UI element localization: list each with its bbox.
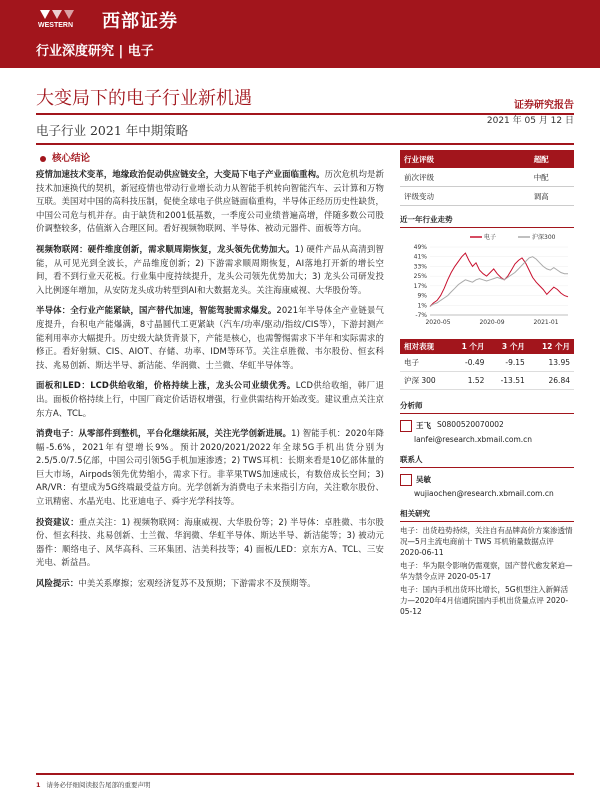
core-paragraph: 风险提示：中美关系摩擦；宏观经济复苏不及预期；下游需求不及预期等。	[36, 578, 316, 589]
title-rule	[36, 113, 574, 115]
core-paragraph: 投资建议：重点关注：1) 视频物联网：海康威视、大华股份等；2) 半导体：卓胜微、韦尔股份、恒玄科技、兆易创新、士兰微、华润微、华虹半导体、斯达半导、新洁能等；3) 被动元器件：顺络电子、风华高科、三环集团、洁美科技等；4) 面板/LED：京东方A、TCL、三安光电、新益昌。	[36, 516, 384, 568]
core-paragraph: 疫情加速技术变革，地缘政治促动供应链安全，大变局下电子产业面临重构。历次危机均是新技术加速换代的契机，新冠疫情也带动行业增长动力从智能手机转向智能汽车、云计算和万物互联。美国对中国的高科技压制，促使全球电子供应链面临重构，半导体正经历历史性缺货，中国公司危与机并存。由于缺货和2001低基数，一季度公司业绩普遍高增，伴随多数公司股价调整较多，估值渐入合理区间。看好视频物联网、半导体、被动元器件、面板等方向。	[36, 169, 384, 234]
y-tick-label: 49%	[413, 244, 427, 251]
contact-heading: 联系人	[400, 455, 423, 464]
series-line-电子	[430, 253, 568, 306]
core-paragraph: 视频物联网：硬件维度创新，需求顺周期恢复，龙头领先优势加大。1) 硬件产品从高清到智能，从可见光到全波长，产品维度创新；2) 下游需求顺周期恢复，AI落地打开新的增长空间，看不到行业天花板。行业集中度持续提升，龙头公司领先优势加大；3) 龙头公司研发投入比例逐年增加，从安防龙头成功转型到AI和大数据龙头。关注海康威视、大华股份等。	[36, 243, 384, 295]
related-link[interactable]: 电子：华为限令影响仍需观察，国产替代愈发紧迫—华为禁令点评 2020-05-17	[400, 561, 573, 581]
related-link[interactable]: 电子：出货趋势持续，关注自有品牌高价方案渗透情况—5月主流电商前十 TWS 耳机销量数据点评 2020-06-11	[400, 526, 573, 557]
table-row: 沪深 300 1.52 -13.51 26.84	[400, 372, 574, 390]
header-bar	[0, 0, 600, 68]
y-tick-label: 9%	[417, 292, 427, 300]
western-logo-icon	[36, 8, 98, 28]
footer: 1 请务必仔细阅读报告尾部的重要声明	[36, 781, 151, 789]
table-row: 电子 -0.49 -9.15 13.95	[400, 354, 574, 372]
contact-1: 吴敏 wujiaochen@research.xbmail.com.cn	[400, 474, 574, 498]
related-heading: 相关研究	[400, 509, 430, 518]
y-tick-label: -7%	[415, 312, 427, 319]
trend-chart	[400, 231, 574, 331]
analyst-photo-icon	[400, 420, 412, 432]
logo-en: WESTERN	[38, 22, 73, 28]
core-conclusions	[36, 150, 384, 598]
divider	[400, 521, 574, 522]
subtitle-rule	[36, 143, 574, 145]
core-paragraph: 消费电子：从零部件到整机，平台化继续拓展，关注光学创新进展。1) 智能手机：2020年降幅-5.6%，2021年有望增长9%。预计2020/2021/2022年全球5G手机出货分别为2.5/5.0/7.5亿部，中国公司引领5G手机加速渗透；2) TWS耳机：长期来看是10亿部体量的巨大市场，Airpods领先优势缩小，需求下行。非苹果TWS加速成长，有数倍成长空间；3) AR/VR：有望成为5G终端最受益方向。光学创新为消费电子未来指引方向，关注歌尔股份、立讯精密、水晶光电、比亚迪电子、舜宇光学科技等。	[36, 428, 384, 507]
report-subtitle: 电子行业 2021 年中期策略	[36, 123, 189, 138]
performance-table: 相对表现 1 个月 3 个月 12 个月 电子 -0.49 -9.15 13.95 沪深 300 1.52 -13.51 26.84	[400, 339, 574, 390]
report-category: 行业深度研究 | 电子	[36, 44, 154, 59]
contact-photo-icon	[400, 474, 412, 486]
divider	[400, 227, 574, 228]
footer-rule	[36, 773, 574, 775]
report-date: 2021 年 05 月 12 日	[486, 116, 574, 126]
related-link[interactable]: 电子：国内手机出货环比增长，5G机型注入新鲜活力—2020年4月信通院国内手机出货量点评 2020-05-12	[400, 585, 569, 616]
bullet-icon	[40, 156, 46, 162]
legend-label: 电子	[484, 234, 497, 241]
report-title: 大变局下的电子行业新机遇	[36, 88, 252, 109]
x-tick-label: 2021-01	[533, 319, 559, 326]
y-tick-label: 41%	[413, 253, 427, 261]
report-type: 证券研究报告	[514, 100, 574, 111]
analyst-email[interactable]: lanfei@research.xbmail.com.cn	[414, 435, 533, 444]
rating-table: 行业评级 超配 前次评级 中配 评级变动 调高	[400, 150, 574, 206]
y-tick-label: 1%	[417, 302, 427, 310]
legend-label: 沪深300	[532, 234, 556, 241]
core-paragraph: 半导体：全行业产能紧缺，国产替代加速，智能驾驶需求爆发。2021年半导体全产业链景气度提升，台积电产能爆满，8寸晶圆代工更紧缺（汽车/功率/驱动/指纹/CIS等），下游封测产能利用率亦大幅提升。历史级大缺货背景下，产能是核心，也需警惕需求下半年和实际需求的修正。看好射频、CIS、AIOT、存储、功率、IDM等环节。关注卓胜微、韦尔股份、恒玄科技、兆易创新、斯达半导、新洁能、华润微、士兰微、华虹半导体等。	[36, 305, 384, 370]
core-heading: 核心结论	[40, 150, 384, 164]
series-line-沪深300	[430, 257, 568, 307]
y-tick-label: 33%	[413, 263, 427, 271]
x-tick-label: 2020-09	[479, 319, 505, 326]
x-tick-label: 2020-05	[425, 319, 451, 326]
y-tick-label: 25%	[413, 273, 427, 281]
analyst-1: 王飞 S0800520070002 lanfei@research.xbmail.com.cn	[400, 420, 574, 444]
y-tick-label: 17%	[413, 282, 427, 290]
core-paragraph: 面板和LED：LCD供给收缩，价格持续上涨，龙头公司业绩优秀。LCD供给收缩，韩厂退出。面板价格持续上行，中国厂商定价话语权增强，行业供需结构开始改变。建议重点关注京东方A、TCL。	[36, 380, 385, 418]
analyst-heading: 分析师	[400, 401, 423, 410]
divider	[400, 467, 574, 468]
sidebar	[400, 150, 574, 619]
contact-email[interactable]: wujiaochen@research.xbmail.com.cn	[414, 489, 554, 498]
divider	[400, 413, 574, 414]
chart-heading: 近一年行业走势	[400, 215, 453, 224]
logo-cn: 西部证券	[102, 11, 178, 32]
